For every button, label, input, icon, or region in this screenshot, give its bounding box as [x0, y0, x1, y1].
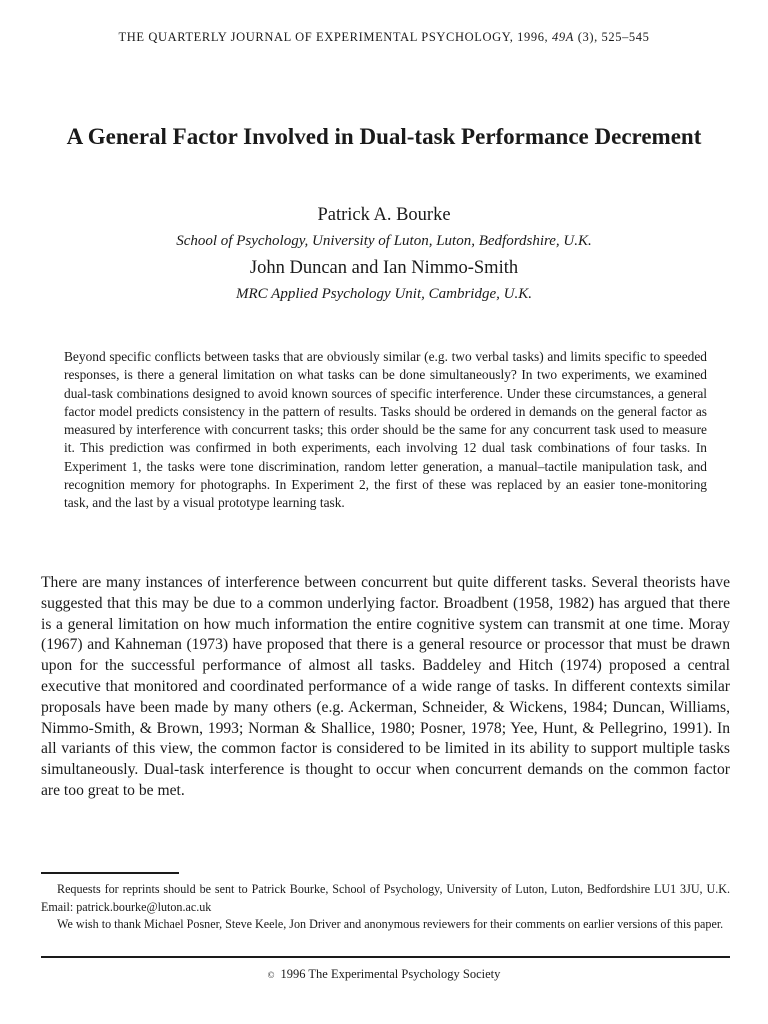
journal-citation: THE QUARTERLY JOURNAL OF EXPERIMENTAL PSYCHOLOGY, 1996,	[118, 30, 549, 44]
bottom-rule	[41, 956, 730, 958]
copyright-symbol: ©	[267, 970, 275, 980]
author-1: Patrick A. Bourke	[317, 205, 451, 225]
copyright-line	[0, 967, 768, 982]
running-head	[0, 30, 768, 45]
affiliation-1: School of Psychology, University of Luton, Luton, Bedfordshire, U.K.	[176, 233, 592, 249]
footnotes	[41, 881, 730, 934]
footnote-reprints: Requests for reprints should be sent to Patrick Bourke, School of Psychology, University of Luton, Luton, Bedfordshire LU1 3JU, U.K. Email: patrick.bourke@luton.ac.uk	[41, 882, 730, 914]
author-2: John Duncan and Ian Nimmo-Smith	[249, 258, 519, 278]
abstract: Beyond specific conflicts between tasks that are obviously similar (e.g. two verbal tasks) and limits specific to speeded responses, is there a general limitation on what tasks can be done simultaneously? In two experiments, we examined dual-task combinations designed to avoid known sources of specific interference. Under these circumstances, a general factor model predicts consistency in the pattern of results. Tasks should be ordered in demands on the general factor as measured by interference with concurrent tasks; this order should be the same for any concurrent task used to measure it. This prediction was confirmed in both experiments, each involving 12 dual task combinations of four tasks. In Experiment 1, the tasks were tone discrimination, random letter generation, a manual–tactile manipulation task, and recognition memory for photographs. In Experiment 2, the first of these was replaced by an easier tone-monitoring task, and the last by a visual prototype learning task.	[64, 349, 707, 511]
article-title: A General Factor Involved in Dual-task Performance Decrement	[66, 124, 702, 149]
body-paragraph: There are many instances of interference between concurrent but quite different tasks. Several theorists have suggested that this may be due to a common underlying factor. Broadbent (1958, 1982) has argued that there is a general limitation on how much information the entire cognitive system can transmit at one time. Moray (1967) and Kahneman (1973) have proposed that there is a general resource or processor that must be drawn upon for the successful performance of almost all tasks. Baddeley and Hitch (1974) proposed a central executive that monitored and coordinated performance of a wide range of tasks. In different contexts similar proposals have been made by many others (e.g. Ackerman, Schneider, & Wickens, 1984; Duncan, Williams, Nimmo-Smith, & Brown, 1993; Norman & Shallice, 1980; Posner, 1978; Yee, Hunt, & Pellegrino, 1991). In all variants of this view, the common factor is considered to be limited in its ability to support multiple tasks simultaneously. Dual-task interference is thought to occur when concurrent demands on the common factor are too great to be met.	[41, 574, 730, 799]
affiliation-2: MRC Applied Psychology Unit, Cambridge, U.K.	[236, 286, 532, 302]
footnote-acknowledgements: We wish to thank Michael Posner, Steve Keele, Jon Driver and anonymous reviewers for their comments on earlier versions of this paper.	[57, 917, 724, 931]
issue-pages: (3), 525–545	[577, 30, 650, 44]
copyright-text: 1996 The Experimental Psychology Society	[280, 967, 501, 981]
footnote-rule	[41, 872, 179, 874]
volume-number: 49A	[552, 30, 574, 44]
